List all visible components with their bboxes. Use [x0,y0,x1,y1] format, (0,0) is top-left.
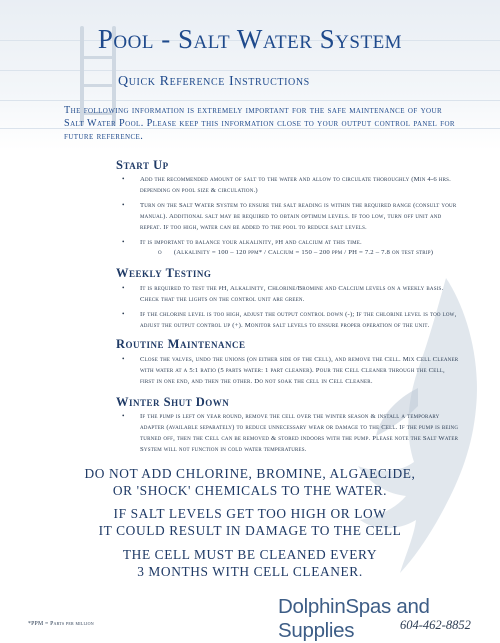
weekly-list [120,283,460,335]
intro-paragraph: The following information is extremely important for the safe maintenance of your Salt Water Pool. Please keep this information close to your output control panel for future reference. [64,105,455,142]
warning-chemicals: DO NOT ADD CHLORINE, BROMINE, ALGAECIDE, OR 'SHOCK' CHEMICALS TO THE WATER. [84,466,416,498]
brand-name-dolphin: Dolphin [278,595,346,618]
routine-list [120,354,460,391]
page-subtitle: Quick Reference Instructions [118,74,310,89]
section-heading-routine: Routine Maintenance [116,337,246,351]
startup-list [120,174,460,252]
sub-bullet-icon: o [158,249,162,256]
warning-salt-levels: IF SALT LEVELS GET TOO HIGH OR LOW IT COULD RESULT IN DAMAGE TO THE CELL [98,506,402,538]
winter-list [120,411,460,459]
brand-name-rest: Spas and Supplies [278,595,430,642]
list-item: • Add the recommended amount of salt to the water and allow to circulate thoroughly (Min 4-6 hrs. depending on pool size & circulation.) [122,175,451,194]
warning-cell-cleaning: THE CELL MUST BE CLEANED EVERY 3 MONTHS WITH CELL CLEANER. [122,547,378,579]
startup-sub-item: o (Alkalinity = 100 – 120 ppm* / Calcium = 150 – 200 ppm / PH = 7.2 – 7.8 on test strip) [158,249,434,256]
list-item: • It is required to test the pH, Alkalinity, Chlorine/Bromine and Calcium levels on a weekly basis. Check that the lights on the control unit are green. [122,284,444,303]
bullet-icon: • [122,355,125,363]
ppm-footnote: *PPM = Parts per million [28,621,94,627]
bullet-icon: • [122,175,125,183]
list-item: • If the chlorine level is too high, adjust the output control down (-); If the chlorine level is too low, adjust the output control up (+). Monitor salt levels to ensure proper operation of the unit. [122,310,457,329]
bullet-icon: • [122,412,125,420]
list-item: • If the pump is left on year round, remove the cell over the winter season & install a temporary adapter (available separately) to reduce unnecessary wear or damage to the Cell. If the pump is being turned off, then the Cell can be removed & stored indoors with the pump. Please note the Salt Water System will not function in cold water temperatures. [122,412,459,453]
section-heading-startup: Start Up [116,158,169,172]
list-item: • It is important to balance your alkalinity, pH and calcium at this time. [122,238,362,246]
list-item: • Turn on the Salt Water System to ensure the salt reading is within the required range (consult your manual). Additional salt may be required to obtain optimum levels. If too low, turn off unit and repeat. If too high, water can be added to the pool to reduce salt levels. [122,201,457,231]
section-heading-winter: Winter Shut Down [116,395,230,409]
section-heading-weekly: Weekly Testing [116,266,212,280]
bullet-icon: • [122,284,125,292]
bullet-icon: • [122,310,125,318]
bullet-icon: • [122,201,125,209]
page-title: Pool - Salt Water System [97,24,403,54]
list-item: • Close the valves, undo the unions (on either side of the Cell), and remove the Cell. Mix Cell Cleaner with water at a 5:1 ratio (5 parts water: 1 part cleaner). Pour the Cell Cleaner through the Cell, first in one end, and then the other. Do not soak the cell in Cell Cleaner. [122,355,459,385]
phone-number: 604-462-8852 [400,618,471,632]
bullet-icon: • [122,238,125,246]
